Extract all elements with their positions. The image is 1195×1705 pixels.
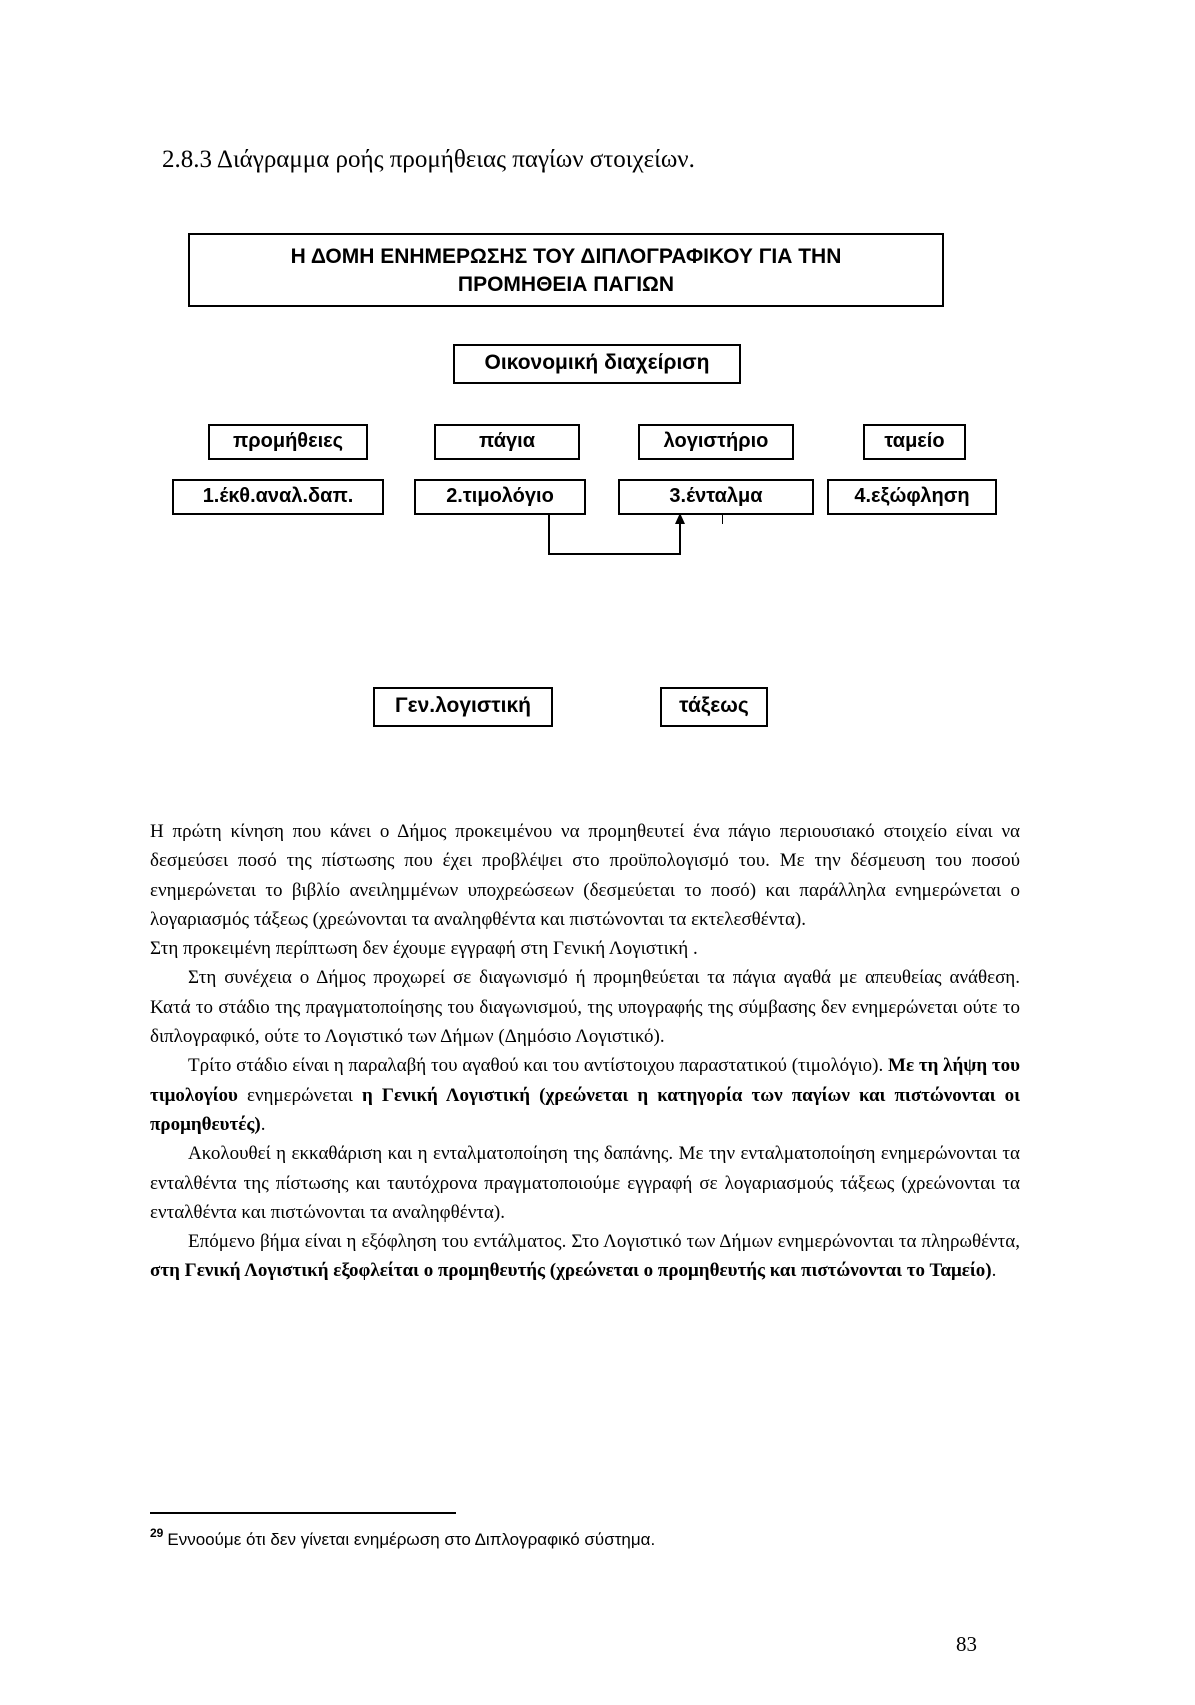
paragraph-2: Στη συνέχεια ο Δήμος προχωρεί σε διαγωνισμό ή προμηθεύεται τα πάγια αγαθά με απευθείας ανάθεση. Κατά το στάδιο της πραγματοποίησης του διαγωνισμού, της υπογραφής της σύμβασης δεν ενημερώνεται ούτε το διπλογραφικό, ούτε το Λογιστικό των Δήμων (Δημόσιο Λογιστικό). (150, 967, 1020, 1048)
page-number: 83 (956, 1632, 977, 1656)
paragraph-1: Η πρώτη κίνηση που κάνει ο Δήμος προκειμένου να προμηθευτεί ένα πάγιο περιουσιακό στοιχείο είναι να δεσμεύσει ποσό της πίστωσης που έχει προβλέψει στο προϋπολογισμό του. Με την δέσμευση του ποσού ενημερώνεται το βιβλίο ανειλημμένων υποχρεώσεων (δεσμεύεται το ποσό) και παράλληλα ενημερώνεται ο λογαριασμός τάξεως (χρεώνονται τα αναληφθέντα και πιστώνονται τα εκτελεσθέντα). (150, 821, 1020, 930)
step-box-4: 4.εξώφληση (827, 479, 997, 515)
step-box-3: 3.ένταλμα (618, 479, 814, 515)
footnote-number: 29 (150, 1526, 164, 1540)
ledger-box-general: Γεν.λογιστική (373, 687, 553, 727)
paragraph-1b: Στη προκειμένη περίπτωση δεν έχουμε εγγραφή στη Γενική Λογιστική . (150, 938, 698, 960)
connector-vertical-right (679, 522, 681, 555)
step-box-2: 2.τιμολόγιο (414, 479, 586, 515)
section-heading: 2.8.3 Διάγραμμα ροής προμήθειας παγίων στοιχείων. (162, 146, 695, 173)
paragraph-5 (150, 1227, 1020, 1286)
connector-tick (722, 515, 723, 524)
paragraph-5-c: . (991, 1260, 997, 1282)
footnote-rule (150, 1512, 456, 1514)
paragraph-5-a: Επόμενο βήμα είναι η εξόφληση του εντάλματος. Στο Λογιστικό των Δήμων ενημερώνονται τα πληρωθέντα, (188, 1231, 1020, 1253)
footnote-text: Εννοούμε ότι δεν γίνεται ενημέρωση στο Διπλογραφικό σύστημα. (167, 1530, 656, 1549)
footnote (150, 1526, 656, 1550)
paragraph-3 (150, 1051, 1020, 1139)
paragraph-3-d: η Γενική Λογιστική (χρεώνεται η κατηγορία των παγίων και πιστώνονται οι προμηθευτές) (150, 1084, 1020, 1135)
body-text (150, 817, 1020, 1286)
management-box: Οικονομική διαχείριση (453, 344, 741, 384)
diagram-title-line2: ΠΡΟΜΗΘΕΙΑ ΠΑΓΙΩΝ (457, 273, 675, 296)
paragraph-3-a: Τρίτο στάδιο είναι η παραλαβή του αγαθού και του αντίστοιχου παραστατικού (τιμολόγιο). (188, 1055, 889, 1077)
paragraph-3-e: . (260, 1113, 266, 1135)
dept-box-treasury: ταμείο (863, 424, 966, 460)
step-box-1: 1.έκθ.αναλ.δαπ. (172, 479, 384, 515)
diagram-title-line1: Η ΔΟΜΗ ΕΝΗΜΕΡΩΣΗΣ ΤΟΥ ΔΙΠΛΟΓΡΑΦΙΚΟΥ ΓΙΑ ΤΗΝ (290, 245, 842, 268)
paragraph-5-b: στη Γενική Λογιστική εξοφλείται ο προμηθευτής (χρεώνεται ο προμηθευτής και πιστώνονται το Ταμείο) (150, 1260, 992, 1282)
diagram-title-box (188, 233, 944, 307)
ledger-box-memo: τάξεως (660, 687, 768, 727)
paragraph-3-c: ενημερώνεται (237, 1084, 362, 1106)
paragraph-4: Ακολουθεί η εκκαθάριση και η ενταλματοποίηση της δαπάνης. Με την ενταλματοποίηση ενημερώνονται τα ενταλθέντα της πίστωσης και ταυτόχρονα πραγματοποιούμε εγγραφή σε λογαριασμούς τάξεως (χρεώνονται τα ενταλθέντα και πιστώνονται τα αναληφθέντα). (150, 1143, 1020, 1223)
dept-box-accounting: λογιστήριο (638, 424, 794, 460)
arrow-up-icon (675, 513, 685, 524)
connector-horizontal (548, 553, 681, 555)
connector-vertical-left (548, 515, 550, 555)
paragraph-3-b: Με τη λήψη του τιμολογίου (150, 1055, 1021, 1106)
dept-box-fixed-assets: πάγια (434, 424, 580, 460)
dept-box-procurement: προμήθειες (208, 424, 368, 460)
